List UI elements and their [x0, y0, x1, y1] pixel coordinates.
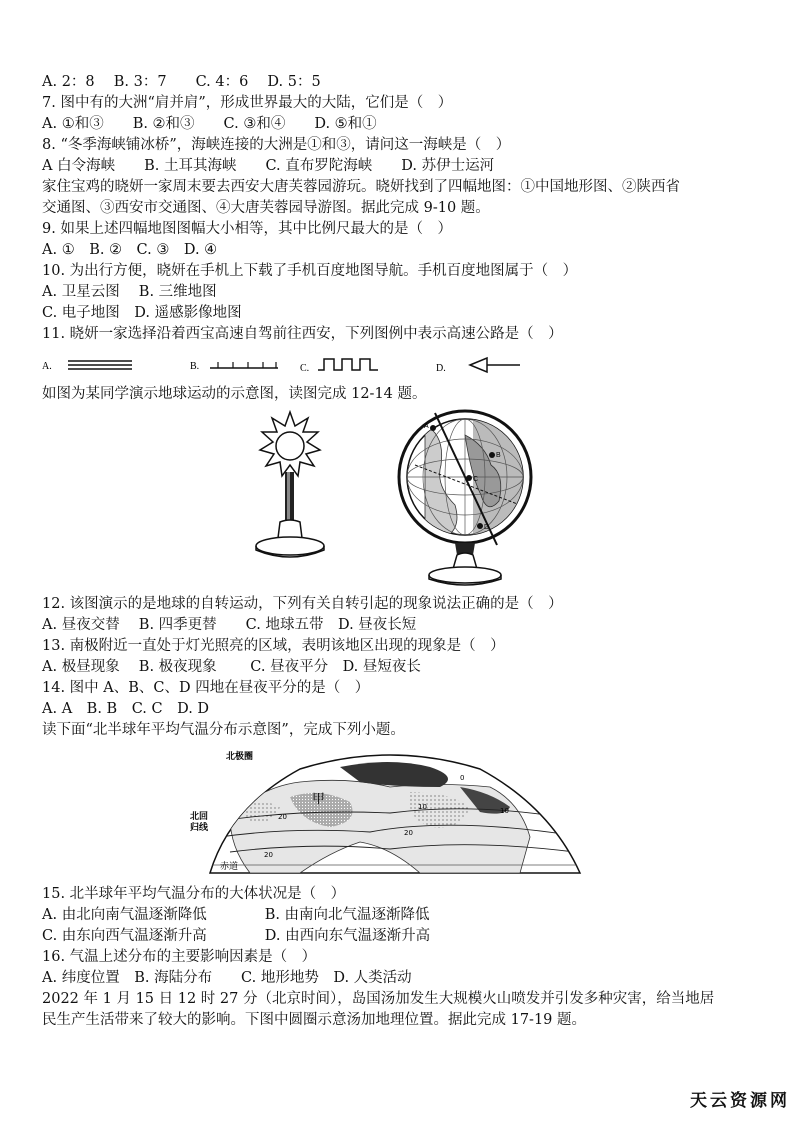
q15-options-cd: C. 由东向西气温逐渐升高 D. 由西向东气温逐渐升高: [42, 928, 431, 944]
q7-options: A. ①和③ B. ②和③ C. ③和④ D. ⑤和①: [42, 116, 377, 132]
q10-stem: 10. 为出行方便，晓妍在手机上下载了手机百度地图导航。手机百度地图属于（ ）: [42, 263, 578, 279]
source-watermark: 天云资源网: [690, 1091, 790, 1111]
globe-label-b: B: [496, 452, 501, 459]
sun-lamp-figure: [250, 410, 330, 570]
q12-stem: 12. 该图演示的是地球的自转运动，下列有关自转引起的现象说法正确的是（ ）: [42, 596, 563, 612]
lamp-base: [256, 537, 324, 555]
q8-options: A 白令海峡 B. 土耳其海峡 C. 直布罗陀海峡 D. 苏伊士运河: [42, 158, 495, 174]
globe-point-c: [466, 475, 472, 481]
isotherm-label: 20: [264, 851, 273, 859]
q11-legend-symbols: [42, 352, 602, 380]
isotherm-label: 20: [278, 813, 287, 821]
q8-stem: 8. “冬季海峡铺冰桥”，海峡连接的大洲是①和③，请问这一海峡是（ ）: [42, 137, 511, 153]
legend-a-label: A.: [42, 361, 52, 372]
map-label-tropic: 北回归线: [190, 812, 209, 833]
q11-stem: 11. 晓妍一家选择沿着西宝高速自驾前往西安，下列图例中表示高速公路是（ ）: [42, 326, 563, 342]
legend-d-label: D.: [436, 363, 446, 374]
q16-options: A. 纬度位置 B. 海陆分布 C. 地形地势 D. 人类活动: [42, 970, 412, 986]
map-label-arctic: 北极圈: [226, 752, 254, 762]
q14-stem: 14. 图中 A、B、C、D 四地在昼夜平分的是（ ）: [42, 680, 370, 696]
globe-label-d: D: [484, 524, 490, 531]
temperature-map: [190, 747, 590, 875]
q14-options: A. A B. B C. C D. D: [42, 701, 210, 717]
q13-options: A. 极昼现象 B. 极夜现象 C. 昼夜平分 D. 昼短夜长: [42, 659, 421, 675]
q15-16-intro: 读下面“北半球年平均气温分布示意图”，完成下列小题。: [42, 722, 405, 738]
globe-point-b: [489, 452, 495, 458]
q10-options-ab: A. 卫星云图 B. 三维地图: [42, 284, 217, 300]
legend-a-double-line: [68, 361, 132, 369]
q7-stem: 7. 图中有的大洲“肩并肩”，形成世界最大的大陆，它们是（ ）: [42, 95, 453, 111]
globe-point-a: [430, 425, 436, 431]
legend-b-label: B.: [190, 361, 200, 372]
globe-figure: [395, 405, 535, 590]
q9-10-intro-line1: 家住宝鸡的晓妍一家周末要去西安大唐芙蓉园游玩。晓妍找到了四幅地图：①中国地形图、②陕西省: [42, 179, 680, 195]
isotherm-label: 0: [460, 774, 465, 782]
q15-options-ab: A. 由北向南气温逐渐降低 B. 由南向北气温逐渐降低: [42, 907, 430, 923]
lamp-stand: [278, 520, 302, 538]
q6-options: A. 2：8 B. 3：7 C. 4：6 D. 5：5: [42, 74, 321, 90]
globe-base: [429, 567, 501, 583]
legend-c-label: C.: [300, 363, 310, 374]
q16-stem: 16. 气温上述分布的主要影响因素是（ ）: [42, 949, 317, 965]
q17-19-intro-line1: 2022 年 1 月 15 日 12 时 27 分（北京时间），岛国汤加发生大规模火山喷发并引发多种灾害，给当地居: [42, 991, 715, 1007]
map-label-equator: 赤道: [220, 862, 239, 872]
q9-options: A. ① B. ② C. ③ D. ④: [42, 242, 218, 258]
q9-stem: 9. 如果上述四幅地图图幅大小相等，其中比例尺最大的是（ ）: [42, 221, 452, 237]
q15-stem: 15. 北半球年平均气温分布的大体状况是（ ）: [42, 886, 346, 902]
q17-19-intro-line2: 民生产生活带来了较大的影响。下图中圆圈示意汤加地理位置。据此完成 17-19 题。: [42, 1012, 587, 1028]
isotherm-label: 10: [500, 807, 509, 815]
map-label-jia: 甲: [312, 792, 326, 807]
q9-10-intro-line2: 交通图、③西安市交通图、④大唐芙蓉园导游图。据此完成 9-10 题。: [42, 200, 490, 216]
globe-point-d: [477, 523, 483, 529]
legend-d-arrow: [470, 358, 520, 372]
isotherm-label: 20: [404, 829, 413, 837]
legend-b-railway: [210, 362, 278, 368]
q12-14-intro: 如图为某同学演示地球运动的示意图，读图完成 12-14 题。: [42, 386, 427, 402]
globe-label-c: C: [473, 476, 479, 483]
legend-c-wall: [318, 359, 378, 370]
q12-options: A. 昼夜交替 B. 四季更替 C. 地球五带 D. 昼夜长短: [42, 617, 417, 633]
isotherm-label: 10: [418, 803, 427, 811]
q13-stem: 13. 南极附近一直处于灯光照亮的区域，表明该地区出现的现象是（ ）: [42, 638, 505, 654]
sun-icon: [260, 412, 320, 476]
globe-label-a: A: [424, 423, 429, 430]
q10-options-cd: C. 电子地图 D. 遥感影像地图: [42, 305, 242, 321]
